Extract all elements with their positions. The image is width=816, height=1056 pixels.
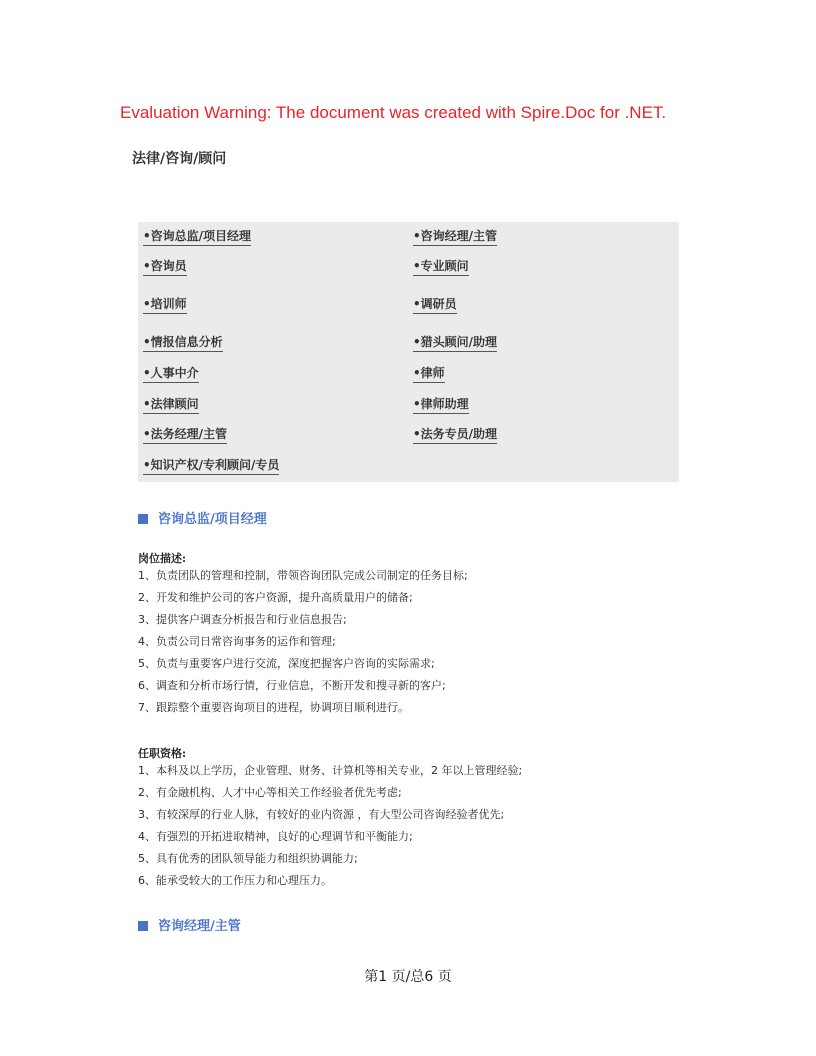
page-heading: 法律/咨询/顾问: [132, 151, 227, 167]
job-link-consultant[interactable]: •咨询员: [143, 259, 187, 276]
section-title-consulting-director: [138, 508, 267, 527]
job-link-researcher[interactable]: •调研员: [413, 297, 457, 314]
job-link-consulting-director[interactable]: •咨询总监/项目经理: [143, 229, 251, 246]
list-item: 1、负责团队的管理和控制，带领咨询团队完成公司制定的任务目标;: [138, 569, 468, 582]
square-bullet-icon: [138, 514, 148, 524]
list-item: 3、提供客户调查分析报告和行业信息报告;: [138, 613, 347, 626]
square-bullet-icon: [138, 921, 148, 931]
list-item: 5、负责与重要客户进行交流，深度把握客户咨询的实际需求;: [138, 657, 435, 670]
page-footer: 第1 页/总6 页: [364, 969, 452, 985]
list-item: 1、本科及以上学历，企业管理、财务、计算机等相关专业，2 年以上管理经验;: [138, 764, 523, 777]
job-link-trainer[interactable]: •培训师: [143, 297, 187, 314]
job-category-box: [138, 222, 679, 482]
job-link-legal-manager[interactable]: •法务经理/主管: [143, 427, 227, 444]
list-item: 6、能承受较大的工作压力和心理压力。: [138, 874, 332, 887]
job-link-lawyer-assistant[interactable]: •律师助理: [413, 397, 469, 414]
job-link-headhunter[interactable]: •猎头顾问/助理: [413, 335, 497, 352]
job-link-professional-advisor[interactable]: •专业顾问: [413, 259, 469, 276]
list-item: 3、有较深厚的行业人脉，有较好的业内资源 ，有大型公司咨询经验者优先;: [138, 808, 505, 821]
job-link-hr-agency[interactable]: •人事中介: [143, 366, 199, 383]
list-item: 6、调查和分析市场行情，行业信息，不断开发和搜寻新的客户;: [138, 679, 446, 692]
evaluation-warning: Evaluation Warning: The document was created with Spire.Doc for .NET.: [120, 103, 667, 122]
job-description-label: 岗位描述:: [138, 552, 187, 565]
job-link-lawyer[interactable]: •律师: [413, 366, 445, 383]
section-title-consulting-manager: [138, 915, 241, 934]
job-link-consulting-manager[interactable]: •咨询经理/主管: [413, 229, 497, 246]
list-item: 7、跟踪整个重要咨询项目的进程，协调项目顺利进行。: [138, 701, 409, 714]
list-item: 2、开发和维护公司的客户资源，提升高质量用户的储备;: [138, 591, 413, 604]
list-item: 4、负责公司日常咨询事务的运作和管理;: [138, 635, 336, 648]
job-link-intelligence-analysis[interactable]: •情报信息分析: [143, 335, 223, 352]
job-description-list: [138, 565, 698, 719]
section-title-text: 咨询总监/项目经理: [158, 512, 267, 527]
list-item: 4、有强烈的开拓进取精神，良好的心理调节和平衡能力;: [138, 830, 413, 843]
job-link-ip-patent-advisor[interactable]: •知识产权/专利顾问/专员: [143, 458, 279, 475]
job-link-legal-advisor[interactable]: •法律顾问: [143, 397, 199, 414]
requirements-label: 任职资格:: [138, 747, 187, 760]
list-item: 5、具有优秀的团队领导能力和组织协调能力;: [138, 852, 358, 865]
list-item: 2、有金融机构、人才中心等相关工作经验者优先考虑;: [138, 786, 402, 799]
section-title-text: 咨询经理/主管: [158, 919, 241, 934]
requirements-list: [138, 760, 698, 892]
job-link-legal-specialist[interactable]: •法务专员/助理: [413, 427, 497, 444]
